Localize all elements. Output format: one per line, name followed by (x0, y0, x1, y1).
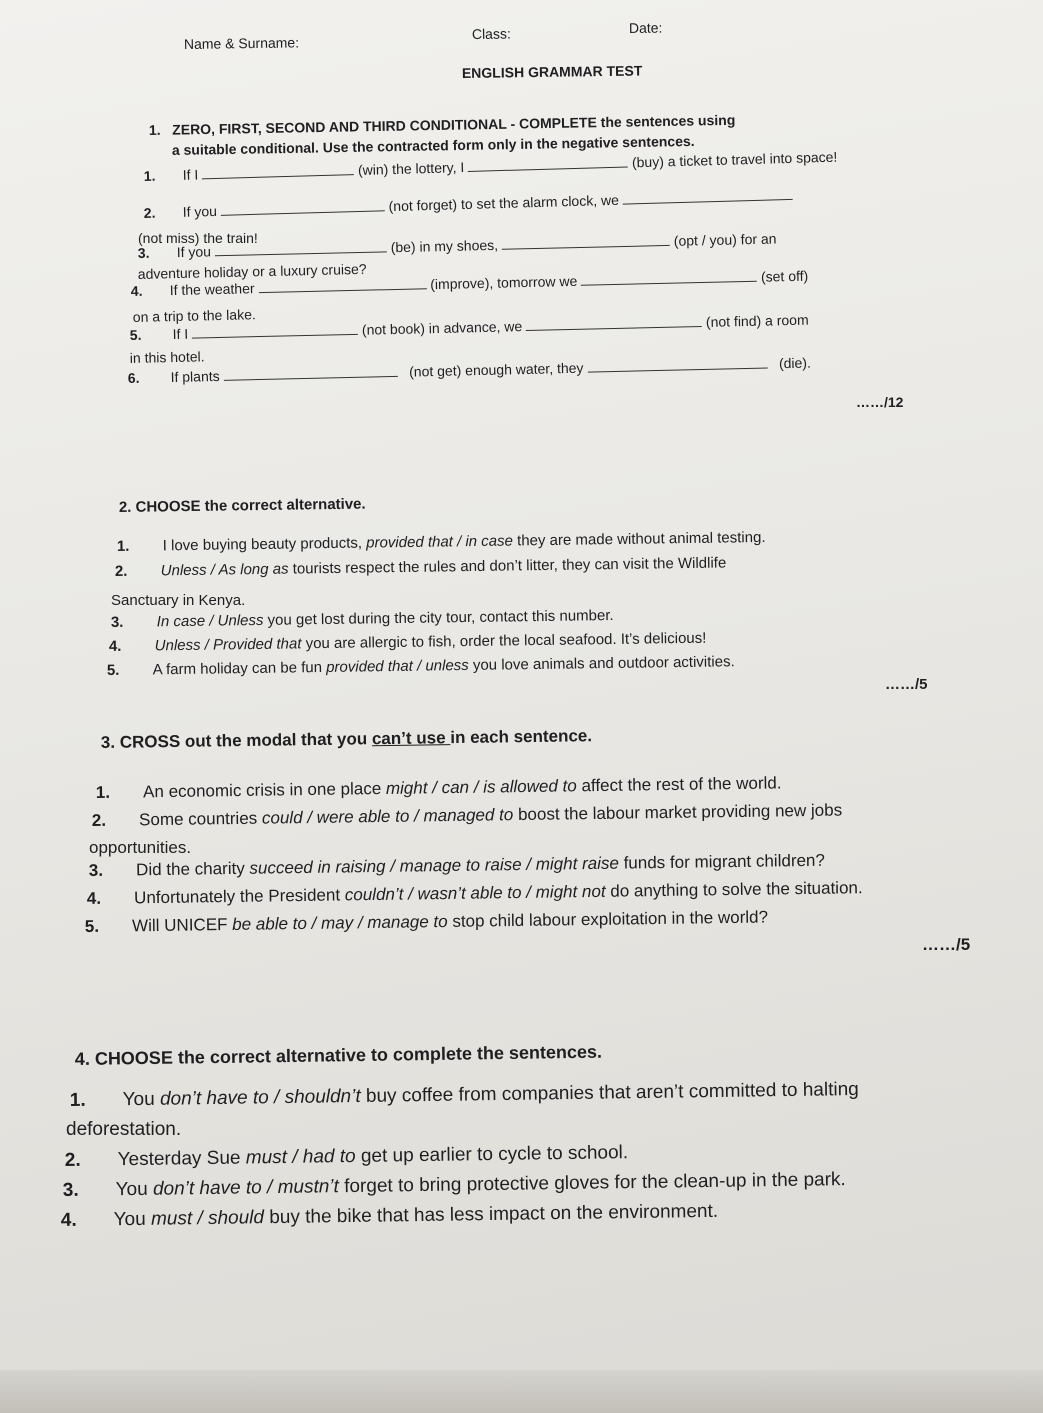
s3-item5-alternatives[interactable]: be able to / may / manage to (232, 911, 448, 934)
s3-item4-num: 4. (86, 888, 102, 909)
s3-item2-pre: Some countries (138, 808, 263, 830)
s1-item1-b: (win) the lottery, I (357, 159, 465, 179)
name-surname-label: Name & Surname: (183, 34, 300, 52)
s1-item3-a: If you (176, 243, 212, 261)
s4-item2-pre: Yesterday Sue (117, 1147, 246, 1171)
s1-item1-c: (buy) a ticket to travel into space! (631, 148, 838, 171)
s2-item1-num: 1. (116, 537, 130, 555)
s2-item1-pre: I love buying beauty products, (162, 534, 367, 555)
class-label: Class: (471, 25, 511, 42)
s1-item6-blank1[interactable] (224, 375, 398, 381)
section4-heading: 4. CHOOSE the correct alternative to complete the sentences. (74, 1041, 603, 1070)
s3-item3-pre: Did the charity (135, 858, 250, 880)
s1-item1-num: 1. (143, 167, 156, 184)
s1-item4-d: on a trip to the lake. (132, 306, 256, 325)
s4-item3-pre: You (115, 1178, 154, 1201)
s3-item1-post: affect the rest of the world. (576, 773, 782, 796)
s1-item3-c: (opt / you) for an (673, 230, 777, 249)
s1-item5-num: 5. (129, 326, 142, 343)
section1-number: 1. (148, 121, 161, 138)
s4-item4-post: buy the bike that has less impact on the environment. (263, 1200, 719, 1229)
s3-item1-pre: An economic crisis in one place (142, 778, 387, 802)
s3-item2-cont: opportunities. (89, 838, 192, 857)
s1-item5-a: If I (172, 325, 189, 343)
s4-item1-alternatives[interactable]: don’t have to / shouldn’t (159, 1085, 361, 1110)
s3-item5-post: stop child labour exploitation in the world? (447, 907, 769, 931)
s3-item2-alternatives[interactable]: could / were able to / managed to (261, 805, 514, 828)
s3-item4-post: do anything to solve the situation. (605, 878, 863, 901)
s2-item3-alternatives[interactable]: In case / Unless (156, 611, 264, 631)
s1-item4-c: (set off) (760, 267, 809, 285)
s1-item4-blank2[interactable] (581, 280, 757, 286)
s1-item1-a: If I (182, 166, 199, 183)
section1-heading-line2: a suitable conditional. Use the contracted form only in the negative sentences. (171, 132, 695, 158)
s3-item3-post: funds for migrant children? (618, 850, 826, 873)
s1-item3-num: 3. (137, 244, 150, 261)
section1-heading-line1: ZERO, FIRST, SECOND AND THIRD CONDITIONAL - COMPLETE the sentences using (172, 111, 736, 138)
s2-item3-post: you get lost during the city tour, contact this number. (263, 606, 614, 629)
s1-item5-blank2[interactable] (526, 325, 702, 331)
s3-item1-num: 1. (95, 782, 111, 803)
s4-item1-post: buy coffee from companies that aren’t committed to halting (360, 1078, 859, 1107)
s1-item3-blank2[interactable] (502, 244, 670, 250)
s4-item2-alternatives[interactable]: must / had to (245, 1145, 356, 1169)
s4-item3-alternatives[interactable]: don’t have to / mustn’t (152, 1176, 340, 1200)
s1-item6-c: (die). (778, 354, 812, 372)
s1-item3-blank1[interactable] (215, 250, 387, 256)
s2-item4-post: you are allergic to fish, order the local seafood. It’s delicious! (301, 629, 707, 653)
s1-item2-blank1[interactable] (221, 209, 385, 216)
s1-item4-a: If the weather (169, 280, 255, 299)
s1-item3-b: (be) in my shoes, (390, 236, 499, 256)
s1-item5-b: (not book) in advance, we (361, 318, 523, 338)
s3-item5-pre: Will UNICEF (131, 914, 233, 936)
s4-item2-num: 2. (64, 1149, 81, 1172)
s2-item2-alternatives[interactable]: Unless / As long as (160, 560, 289, 580)
s1-item4-num: 4. (130, 282, 143, 299)
desk-surface (0, 1370, 1043, 1413)
section3-heading-pre: 3. CROSS out the modal that you (100, 729, 373, 753)
s4-item2-post: get up earlier to cycle to school. (355, 1142, 629, 1167)
s2-item4-alternatives[interactable]: Unless / Provided that (154, 635, 302, 655)
s2-item2-num: 2. (114, 562, 128, 580)
s2-item2-post: tourists respect the rules and don’t litter, they can visit the Wildlife (288, 554, 727, 578)
s1-item6-blank2[interactable] (587, 366, 767, 372)
s1-item6-b: (not get) enough water, they (408, 359, 584, 380)
s2-item3-num: 3. (110, 613, 124, 631)
s1-item1-blank1[interactable] (202, 173, 354, 179)
s1-item2-b: (not forget) to set the alarm clock, we (388, 191, 620, 215)
s1-item1-blank2[interactable] (468, 165, 628, 171)
s1-item5-blank1[interactable] (192, 333, 358, 339)
s1-item5-c: (not find) a room (705, 311, 809, 330)
date-label: Date: (628, 19, 663, 36)
s2-item1-post: they are made without animal testing. (512, 528, 766, 550)
s4-item4-num: 4. (60, 1209, 77, 1232)
s1-item6-num: 6. (127, 369, 140, 386)
s1-item4-blank1[interactable] (258, 287, 426, 293)
s3-item5-num: 5. (84, 916, 100, 937)
s1-item6-a: If plants (170, 367, 220, 386)
s3-item3-num: 3. (88, 860, 104, 881)
s3-item2-post: boost the labour market providing new jobs (513, 800, 843, 825)
s1-item4-b: (improve), tomorrow we (430, 272, 578, 293)
section3-heading-underlined: can’t use (371, 728, 451, 749)
s4-item3-num: 3. (62, 1179, 79, 1202)
section3-score: ……/5 (922, 935, 971, 954)
section3-heading-post: in each sentence. (450, 726, 593, 748)
section2-heading: 2. CHOOSE the correct alternative. (118, 495, 366, 516)
s1-item2-a: If you (182, 202, 218, 220)
s1-item2-c: (not miss) the train! (138, 230, 258, 246)
test-title: ENGLISH GRAMMAR TEST (461, 62, 643, 81)
s4-item1-pre: You (122, 1088, 161, 1111)
s3-item2-num: 2. (91, 810, 107, 831)
s3-item3-alternatives[interactable]: succeed in raising / manage to raise / might raise (249, 853, 620, 878)
s4-item4-pre: You (113, 1208, 152, 1231)
s3-item1-alternatives[interactable]: might / can / is allowed to (385, 776, 577, 798)
s1-item2-num: 2. (143, 204, 156, 221)
s2-item2-cont: Sanctuary in Kenya. (111, 592, 246, 609)
s2-item5-pre: A farm holiday can be fun (152, 658, 327, 679)
s4-item3-post: forget to bring protective gloves for the clean-up in the park. (338, 1169, 846, 1198)
s1-item3-d: adventure holiday or a luxury cruise? (137, 260, 367, 282)
s2-item5-alternatives[interactable]: provided that / unless (326, 656, 469, 676)
s1-item5-d: in this hotel. (129, 348, 205, 366)
s4-item1-cont: deforestation. (66, 1119, 182, 1140)
s2-item5-num: 5. (106, 661, 120, 679)
s3-item4-pre: Unfortunately the President (133, 885, 345, 908)
section2-score: ……/5 (885, 676, 928, 693)
s3-item4-alternatives[interactable]: couldn’t / wasn’t able to / might not (344, 881, 606, 905)
s4-item1-num: 1. (69, 1089, 86, 1112)
s2-item5-post: you love animals and outdoor activities. (468, 653, 735, 674)
s2-item4-num: 4. (108, 637, 122, 655)
section1-score: ……/12 (856, 394, 904, 410)
s2-item1-alternatives[interactable]: provided that / in case (366, 532, 514, 552)
s4-item4-alternatives[interactable]: must / should (150, 1207, 265, 1230)
